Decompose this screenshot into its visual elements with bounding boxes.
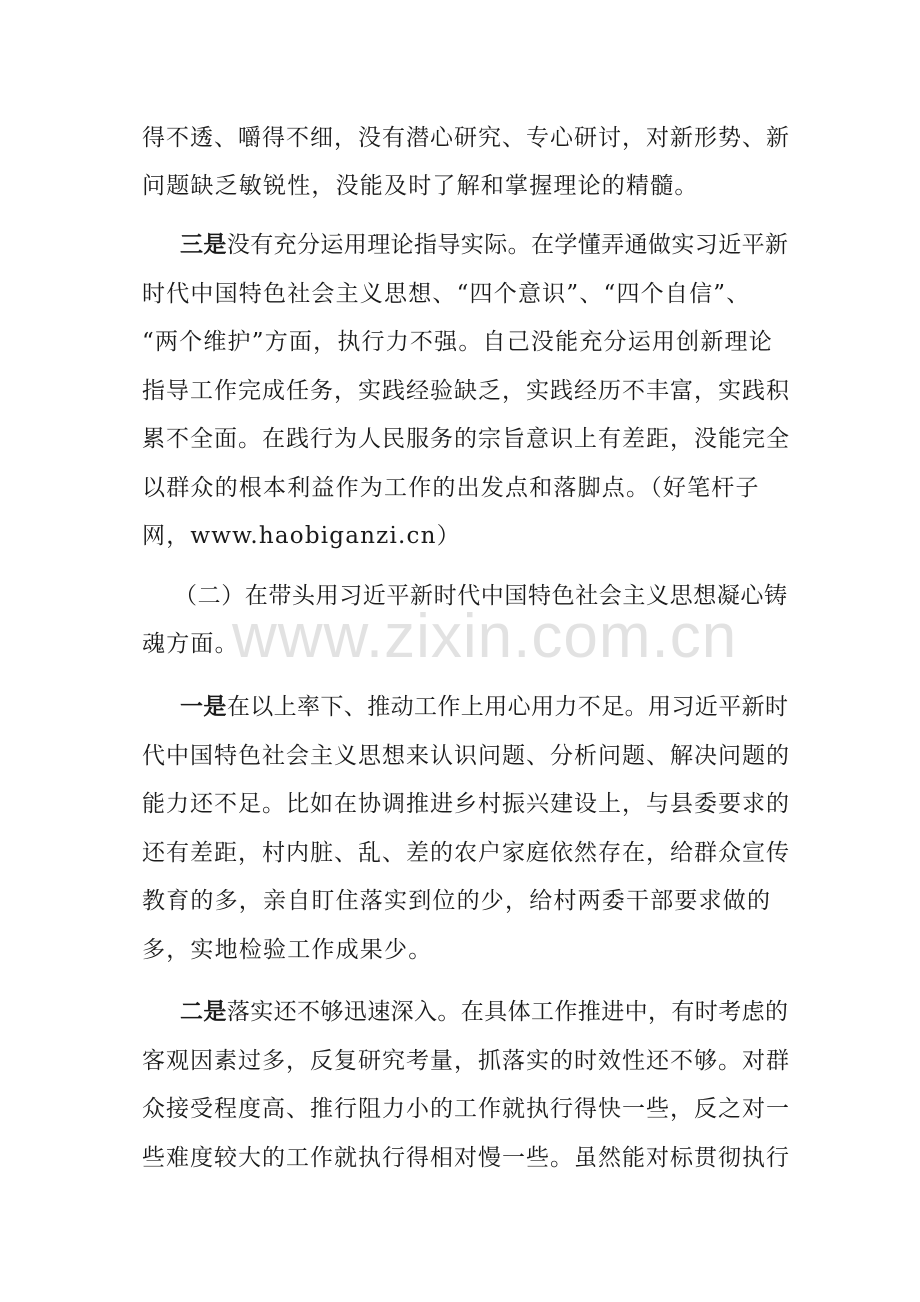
watermark: www.zixin.com.cn xyxy=(232,602,738,671)
paragraph-line: 得不透、嚼得不细，没有潜心研究、专心研讨，对新形势、新 xyxy=(142,125,790,151)
paragraph-line: 教育的多，亲自盯住落实到位的少，给村两委干部要求做的 xyxy=(142,888,772,914)
section-heading-line: （二）在带头用习近平新时代中国特色社会主义思想凝心铸 xyxy=(174,583,788,609)
paragraph-first-line xyxy=(180,230,788,260)
paragraph-first-line xyxy=(180,997,788,1027)
paragraph-text: 在以上率下、推动工作上用心用力不足。用习近平新时 xyxy=(226,694,789,720)
paragraph-line: 客观因素过多，反复研究考量，抓落实的时效性还不够。对群 xyxy=(142,1048,790,1074)
paragraph-line: 累不全面。在践行为人民服务的宗旨意识上有差距，没能完全 xyxy=(142,426,790,452)
paragraph-lead: 三是 xyxy=(180,232,227,258)
paragraph-line: 还有差距，村内脏、乱、差的农户家庭依然存在，给群众宣传 xyxy=(142,840,790,866)
paragraph-line: 多，实地检验工作成果少。 xyxy=(142,937,433,963)
paragraph-line: 问题缺乏敏锐性，没能及时了解和掌握理论的精髓。 xyxy=(142,173,699,199)
paragraph-line: “两个维护”方面，执行力不强。自己没能充分运用创新理论 xyxy=(142,329,773,355)
paragraph-lead: 二是 xyxy=(180,999,227,1025)
paragraph-line: 以群众的根本利益作为工作的出发点和落脚点。（好笔杆子 xyxy=(142,475,760,501)
paragraph-line: 时代中国特色社会主义思想、“四个意识”、“四个自信”、 xyxy=(142,281,751,307)
paragraph-line: 网，www.haobiganzi.cn） xyxy=(142,523,461,549)
paragraph-line: 众接受程度高、推行阻力小的工作就执行得快一些，反之对一 xyxy=(142,1096,790,1122)
paragraph-first-line xyxy=(180,692,788,722)
section-heading-line: 魂方面。 xyxy=(142,631,239,657)
paragraph-lead: 一是 xyxy=(180,694,227,720)
paragraph-line: 指导工作完成任务，实践经验缺乏，实践经历不丰富，实践积 xyxy=(142,378,790,404)
paragraph-line: 能力还不足。比如在协调推进乡村振兴建设上，与县委要求的 xyxy=(142,791,790,817)
paragraph-line: 代中国特色社会主义思想来认识问题、分析问题、解决问题的 xyxy=(142,743,790,769)
paragraph-text: 没有充分运用理论指导实际。在学懂弄通做实习近平新 xyxy=(226,232,789,258)
paragraph-text: 落实还不够迅速深入。在具体工作推进中，有时考虑的 xyxy=(226,999,789,1025)
paragraph-line: 些难度较大的工作就执行得相对慢一些。虽然能对标贯彻执行 xyxy=(142,1145,790,1171)
